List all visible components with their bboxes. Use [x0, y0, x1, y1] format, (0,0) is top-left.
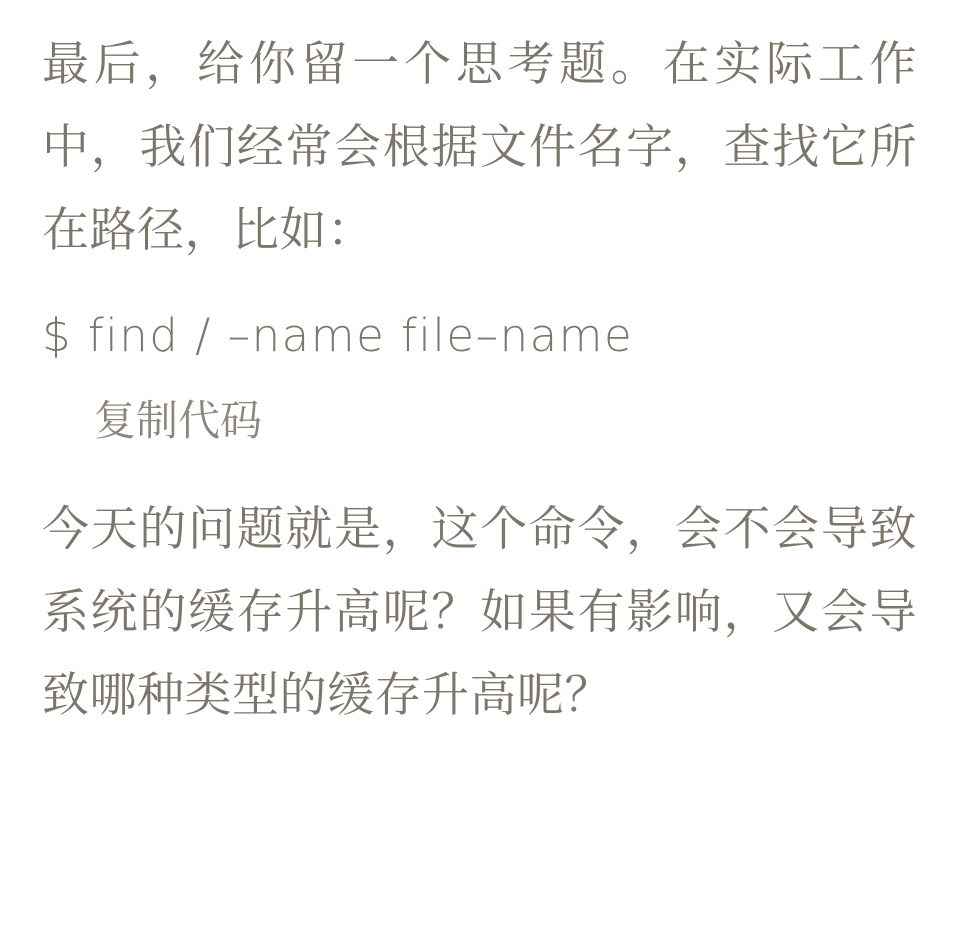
copy-code-button[interactable]: 复制代码 [94, 397, 263, 444]
paragraph-intro: 最后，给你留一个思考题。在实际工作中，我们经常会根据文件名字，查找它所在路径，比如： [42, 37, 917, 256]
code-command: $ find / –name file–name [42, 309, 634, 362]
paragraph-question: 今天的问题就是，这个命令，会不会导致系统的缓存升高呢？如果有影响，又会导致哪种类型的缓存升高呢？ [42, 502, 917, 721]
